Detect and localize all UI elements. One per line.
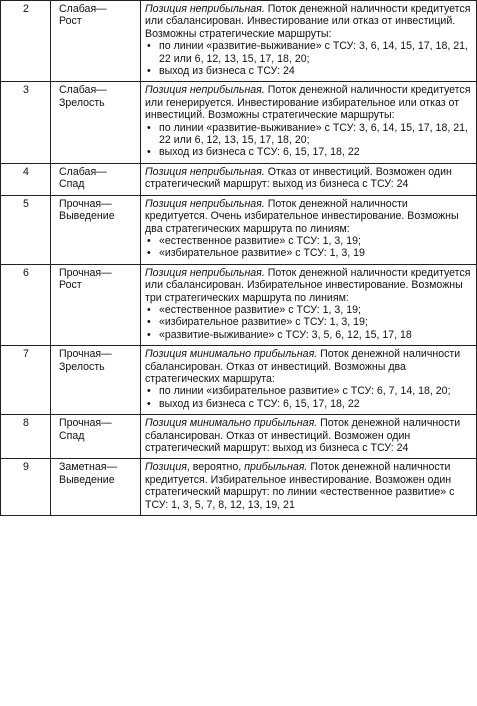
row-number: 4	[1, 163, 51, 195]
position-label: Прочная—	[59, 417, 112, 430]
route-item: • выход из бизнеса с ТСУ: 6, 15, 17, 18, 22	[145, 146, 472, 158]
description-cell	[141, 264, 477, 345]
table-row	[1, 195, 477, 264]
stage-label: Рост	[59, 15, 82, 28]
position-lead: Позиция неприбыльная.	[145, 165, 265, 178]
row-number: 5	[1, 195, 51, 264]
table-row	[1, 459, 477, 516]
description-cell	[141, 82, 477, 163]
route-list	[145, 122, 472, 159]
description-text: Поток денежной наличности кредитуется или генерируется. Инвестирование избирательное или отказ от инвестиций. Возможны стратегические маршруты:	[145, 84, 471, 122]
table-row	[1, 1, 477, 82]
position-lead: Позиция неприбыльная.	[145, 197, 265, 210]
stage-label: Зрелость	[59, 360, 105, 373]
position-qualifier: , вероятно,	[186, 461, 245, 474]
description-cell	[141, 459, 477, 516]
position-stage-cell	[51, 415, 141, 459]
position-stage-cell	[51, 346, 141, 415]
position-stage-cell	[51, 459, 141, 516]
position-lead: Позиция неприбыльная.	[145, 84, 265, 97]
route-item: • по линии «развитие-выживание» с ТСУ: 3, 6, 14, 15, 17, 18, 21, 22 или 6, 12, 13, 15, 17, 18, 20;	[145, 122, 472, 147]
position-label: Слабая—	[59, 165, 107, 178]
stage-label: Выведение	[59, 473, 115, 486]
position-lead: Позиция минимально прибыльная.	[145, 417, 318, 430]
position-stage-cell	[51, 82, 141, 163]
row-number: 8	[1, 415, 51, 459]
route-item: • выход из бизнеса с ТСУ: 6, 15, 17, 18, 22	[145, 398, 472, 410]
stage-label: Спад	[59, 429, 85, 442]
route-list	[145, 385, 472, 410]
description-text: Поток денежной наличности кредитуется или сбалансирован. Инвестирование или отказ от инвестиций. Возможны стратегические маршруты:	[145, 3, 471, 40]
description-text: Поток денежной наличности сбалансирован. Отказ от инвестиций. Возможен один стратегический маршрут: выход из бизнеса с ТСУ: 24	[145, 417, 461, 454]
description-text: Поток денежной наличности кредитуется. Избирательное инвестирование. Возможен один стратегический маршрут: по линии «естественное развитие» с ТСУ: 1, 3, 5, 7, 8, 12, 13, 19, 21	[145, 461, 455, 511]
position-label: Прочная—	[59, 197, 112, 210]
stage-label: Рост	[59, 279, 82, 292]
description-cell	[141, 163, 477, 195]
position-lead: Позиция неприбыльная.	[145, 266, 265, 279]
position-lead-end: прибыльная.	[244, 461, 308, 474]
table-row	[1, 82, 477, 163]
position-label: Слабая—	[59, 84, 107, 97]
description-cell	[141, 415, 477, 459]
stage-label: Выведение	[59, 210, 115, 223]
description-cell	[141, 346, 477, 415]
row-number: 6	[1, 264, 51, 345]
position-label: Прочная—	[59, 266, 112, 279]
stage-label: Зрелость	[59, 96, 105, 109]
table-row	[1, 264, 477, 345]
route-item: • по линии «избирательное развитие» с ТСУ: 6, 7, 14, 18, 20;	[145, 385, 472, 397]
position-stage-cell	[51, 264, 141, 345]
position-stage-cell	[51, 1, 141, 82]
route-item: • «естественное развитие» с ТСУ: 1, 3, 19;	[145, 304, 472, 316]
route-item: • «развитие-выживание» с ТСУ: 3, 5, 6, 12, 15, 17, 18	[145, 329, 472, 341]
route-item: • «избирательное развитие» с ТСУ: 1, 3, 19;	[145, 316, 472, 328]
table-body	[1, 1, 477, 516]
position-stage-cell	[51, 195, 141, 264]
route-list	[145, 235, 472, 260]
stage-label: Спад	[59, 178, 85, 191]
table-row	[1, 346, 477, 415]
position-label: Слабая—	[59, 3, 107, 15]
route-item: • «естественное развитие» с ТСУ: 1, 3, 19;	[145, 235, 472, 247]
description-text: Поток денежной наличности сбалансирован. Отказ от инвестиций. Возможны два стратегических маршрута:	[145, 348, 461, 385]
position-lead: Позиция минимально прибыльная.	[145, 348, 318, 361]
position-label: Прочная—	[59, 348, 112, 361]
row-number: 2	[1, 1, 51, 82]
route-item: • «избирательное развитие» с ТСУ: 1, 3, 19	[145, 247, 472, 259]
position-lead: Позиция неприбыльная.	[145, 3, 265, 15]
route-list	[145, 304, 472, 341]
position-label: Заметная—	[59, 461, 118, 474]
row-number: 3	[1, 82, 51, 163]
description-text: Поток денежной наличности кредитуется. Очень избирательное инвестирование. Возможны два стратегических маршрута по линиям:	[145, 197, 459, 235]
table-row	[1, 415, 477, 459]
row-number: 7	[1, 346, 51, 415]
route-item: • по линии «развитие-выживание» с ТСУ: 3, 6, 14, 15, 17, 18, 21, 22 или 6, 12, 13, 15, 17, 18, 20;	[145, 40, 472, 65]
table-row	[1, 163, 477, 195]
position-lead: Позиция	[145, 461, 187, 474]
position-stage-cell	[51, 163, 141, 195]
description-text: Поток денежной наличности кредитуется или сбалансирован. Избирательное инвестирование. Возможны три стратегических маршрута по линиям:	[145, 266, 471, 304]
route-list	[145, 40, 472, 77]
description-cell	[141, 195, 477, 264]
description-text: Отказ от инвестиций. Возможен один стратегический маршрут: выход из бизнеса с ТСУ: 24	[145, 165, 452, 191]
row-number: 9	[1, 459, 51, 516]
description-cell	[141, 1, 477, 82]
route-item: • выход из бизнеса с ТСУ: 24	[145, 65, 472, 77]
